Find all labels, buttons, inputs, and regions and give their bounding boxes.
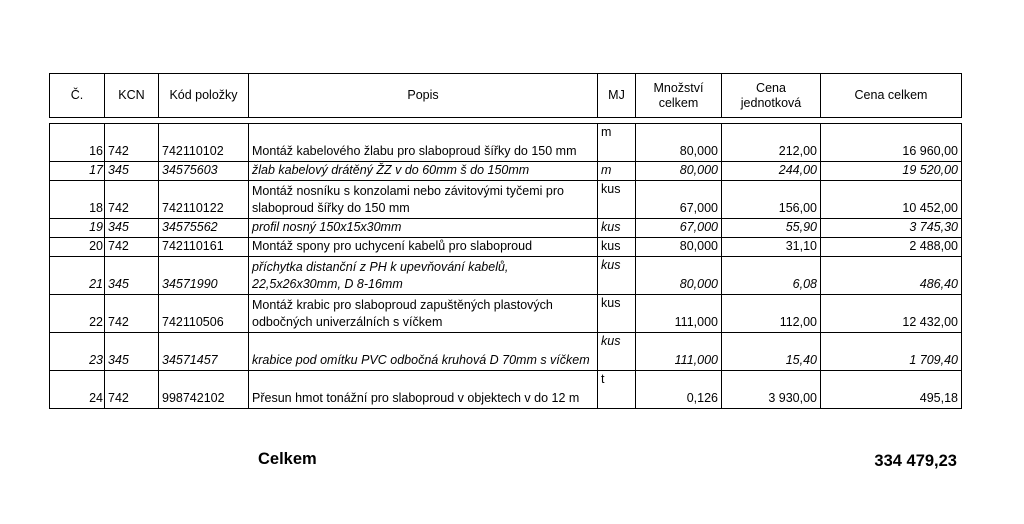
table-row <box>50 295 962 333</box>
row-total-price: 19 520,00 <box>821 162 962 181</box>
row-code: 34571990 <box>159 257 249 295</box>
row-code: 34571457 <box>159 333 249 371</box>
row-unit: m <box>598 162 636 181</box>
row-description: Montáž nosníku s konzolami nebo závitovými tyčemi pro slaboproud šířky do 150 mm <box>249 181 598 219</box>
row-quantity: 80,000 <box>636 162 722 181</box>
row-description: profil nosný 150x15x30mm <box>249 219 598 238</box>
table-row <box>50 257 962 295</box>
row-description: krabice pod omítku PVC odbočná kruhová D 70mm s víčkem <box>249 333 598 371</box>
row-unit-price: 156,00 <box>722 181 821 219</box>
table-row <box>50 238 962 257</box>
total-value: 334 479,23 <box>874 452 957 470</box>
row-description: Přesun hmot tonážní pro slaboproud v objektech v do 12 m <box>249 371 598 409</box>
row-unit-price: 212,00 <box>722 124 821 162</box>
table-row <box>50 333 962 371</box>
header-number: Č. <box>50 74 105 118</box>
row-code: 742110506 <box>159 295 249 333</box>
row-code: 34575562 <box>159 219 249 238</box>
header-code: Kód položky <box>159 74 249 118</box>
row-number: 16 <box>50 124 105 162</box>
table-row <box>50 162 962 181</box>
row-quantity: 80,000 <box>636 257 722 295</box>
row-total-price: 2 488,00 <box>821 238 962 257</box>
row-code: 742110161 <box>159 238 249 257</box>
row-unit: m <box>598 124 636 162</box>
row-unit-price: 31,10 <box>722 238 821 257</box>
row-kcn: 345 <box>105 257 159 295</box>
row-kcn: 742 <box>105 181 159 219</box>
row-total-price: 10 452,00 <box>821 181 962 219</box>
row-unit: kus <box>598 295 636 333</box>
row-number: 17 <box>50 162 105 181</box>
row-number: 20 <box>50 238 105 257</box>
row-number: 24 <box>50 371 105 409</box>
row-unit: t <box>598 371 636 409</box>
header-unit-price: Cena jednotková <box>722 74 821 118</box>
row-number: 19 <box>50 219 105 238</box>
row-kcn: 345 <box>105 333 159 371</box>
row-code: 742110102 <box>159 124 249 162</box>
row-quantity: 111,000 <box>636 333 722 371</box>
row-description: Montáž krabic pro slaboproud zapuštěných plastových odbočných univerzálních s víčkem <box>249 295 598 333</box>
row-unit-price: 15,40 <box>722 333 821 371</box>
row-kcn: 345 <box>105 219 159 238</box>
row-number: 18 <box>50 181 105 219</box>
row-unit-price: 112,00 <box>722 295 821 333</box>
table-header <box>49 73 962 118</box>
row-total-price: 3 745,30 <box>821 219 962 238</box>
row-unit-price: 3 930,00 <box>722 371 821 409</box>
row-unit-price: 6,08 <box>722 257 821 295</box>
row-kcn: 742 <box>105 238 159 257</box>
header-unit: MJ <box>598 74 636 118</box>
row-quantity: 111,000 <box>636 295 722 333</box>
row-description: žlab kabelový drátěný ŽZ v do 60mm š do 150mm <box>249 162 598 181</box>
row-number: 23 <box>50 333 105 371</box>
row-quantity: 80,000 <box>636 124 722 162</box>
row-unit-price: 244,00 <box>722 162 821 181</box>
row-kcn: 742 <box>105 124 159 162</box>
row-unit: kus <box>598 238 636 257</box>
row-unit-price: 55,90 <box>722 219 821 238</box>
table-row <box>50 371 962 409</box>
header-quantity: Množství celkem <box>636 74 722 118</box>
header-description: Popis <box>249 74 598 118</box>
table-row <box>50 219 962 238</box>
row-description: příchytka distanční z PH k upevňování kabelů, 22,5x26x30mm, D 8-16mm <box>249 257 598 295</box>
row-unit: kus <box>598 219 636 238</box>
row-quantity: 0,126 <box>636 371 722 409</box>
table-row <box>50 181 962 219</box>
row-code: 34575603 <box>159 162 249 181</box>
total-label: Celkem <box>258 450 317 468</box>
row-number: 22 <box>50 295 105 333</box>
row-total-price: 1 709,40 <box>821 333 962 371</box>
row-total-price: 495,18 <box>821 371 962 409</box>
row-kcn: 345 <box>105 162 159 181</box>
header-total-price: Cena celkem <box>821 74 962 118</box>
row-quantity: 80,000 <box>636 238 722 257</box>
row-unit: kus <box>598 181 636 219</box>
row-number: 21 <box>50 257 105 295</box>
row-total-price: 486,40 <box>821 257 962 295</box>
row-kcn: 742 <box>105 371 159 409</box>
table-row <box>50 124 962 162</box>
items-table <box>49 123 962 409</box>
header-kcn: KCN <box>105 74 159 118</box>
row-total-price: 16 960,00 <box>821 124 962 162</box>
row-unit: kus <box>598 257 636 295</box>
row-quantity: 67,000 <box>636 181 722 219</box>
row-unit: kus <box>598 333 636 371</box>
row-code: 742110122 <box>159 181 249 219</box>
row-kcn: 742 <box>105 295 159 333</box>
row-description: Montáž kabelového žlabu pro slaboproud šířky do 150 mm <box>249 124 598 162</box>
row-total-price: 12 432,00 <box>821 295 962 333</box>
row-description: Montáž spony pro uchycení kabelů pro slaboproud <box>249 238 598 257</box>
row-quantity: 67,000 <box>636 219 722 238</box>
row-code: 998742102 <box>159 371 249 409</box>
